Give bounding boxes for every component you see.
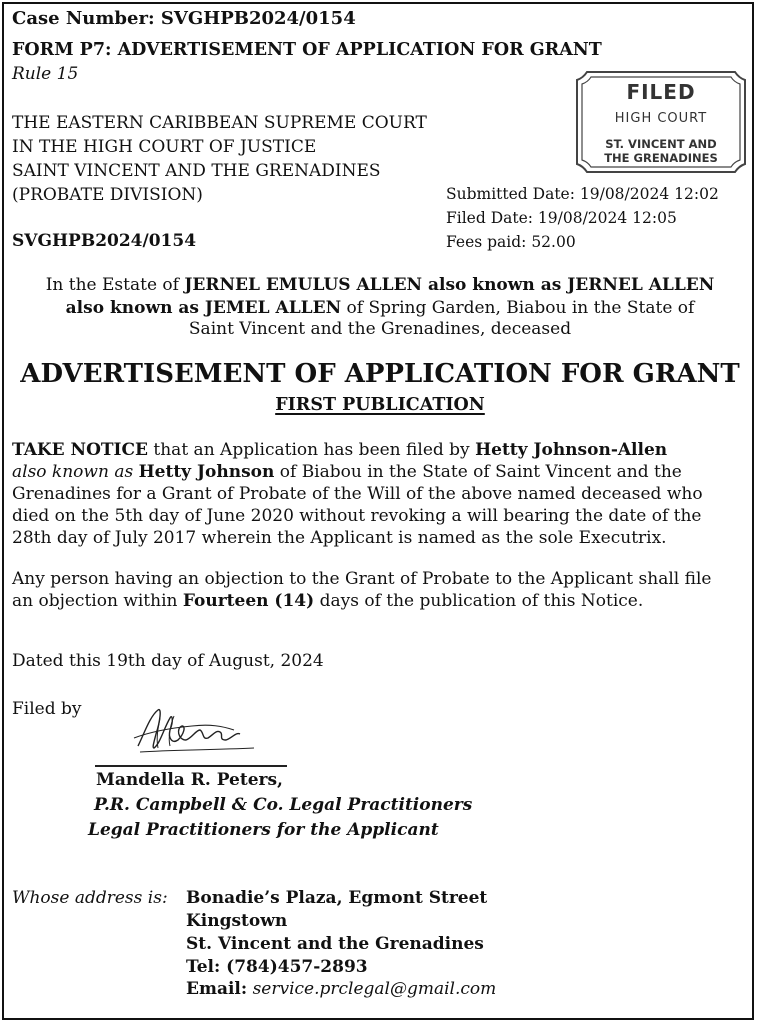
estate-location: of Spring Garden, Biabou in the State of: [341, 298, 695, 318]
estate-line-2: [12, 298, 748, 319]
objection-text-a: an objection within: [12, 591, 183, 611]
address-line-3: St. Vincent and the Grenadines: [186, 934, 484, 954]
notice-line-1: [12, 440, 748, 461]
applicant-alias: Hetty Johnson: [138, 462, 275, 482]
submitted-date: Submitted Date: 19/08/2024 12:02: [446, 185, 719, 203]
rule-reference: Rule 15: [12, 64, 79, 84]
estate-line-3: Saint Vincent and the Grenadines, deceased: [188, 319, 572, 339]
dated-line: Dated this 19th day of August, 2024: [12, 651, 324, 671]
notice-text-2: of Biabou in the State of Saint Vincent and the: [274, 462, 682, 482]
stamp-filed-label: FILED: [626, 80, 696, 104]
notice-text-1: that an Application has been filed by: [148, 440, 476, 460]
notice-line-5: 28th day of July 2017 wherein the Applicant is named as the sole Executrix.: [12, 528, 667, 548]
notice-line-2: [12, 462, 748, 483]
address-line-1: Bonadie’s Plaza, Egmont Street: [186, 888, 488, 908]
court-line-2: IN THE HIGH COURT OF JUSTICE: [12, 137, 317, 157]
case-number: Case Number: SVGHPB2024/0154: [12, 8, 356, 29]
filed-by-label: Filed by: [12, 699, 82, 719]
stamp-place-line-2: THE GRENADINES: [604, 151, 718, 165]
notice-line-4: died on the 5th day of June 2020 without revoking a will bearing the date of the: [12, 506, 702, 526]
telephone: Tel: (784)457-2893: [186, 957, 368, 977]
take-notice: TAKE NOTICE: [12, 440, 148, 460]
court-line-1: THE EASTERN CARIBBEAN SUPREME COURT: [12, 113, 427, 133]
court-line-4: (PROBATE DIVISION): [12, 185, 203, 205]
email-label: Email:: [186, 979, 248, 999]
court-line-3: SAINT VINCENT AND THE GRENADINES: [12, 161, 381, 181]
estate-line-1: [12, 275, 748, 296]
publication-subtitle: FIRST PUBLICATION: [275, 395, 485, 415]
signatory-firm: P.R. Campbell & Co. Legal Practitioners: [94, 795, 473, 815]
deceased-alias: also known as JEMEL ALLEN: [65, 298, 342, 318]
case-reference: SVGHPB2024/0154: [12, 231, 197, 251]
objection-line-2: [12, 591, 748, 612]
email-line: [186, 979, 496, 1000]
signatory-role: Legal Practitioners for the Applicant: [88, 820, 439, 840]
notice-line-3: Grenadines for a Grant of Probate of the Will of the above named deceased who: [12, 484, 703, 504]
email-address[interactable]: service.prclegal@gmail.com: [252, 979, 497, 999]
applicant-name: Hetty Johnson-Allen: [475, 440, 668, 460]
stamp-place-line-1: ST. VINCENT AND: [605, 137, 717, 151]
advertisement-title: ADVERTISEMENT OF APPLICATION FOR GRANT: [20, 359, 740, 389]
form-title: FORM P7: ADVERTISEMENT OF APPLICATION FOR GRANT: [12, 40, 602, 60]
filed-date: Filed Date: 19/08/2024 12:05: [446, 209, 677, 227]
address-line-2: Kingstown: [186, 911, 288, 931]
fees-paid: Fees paid: 52.00: [446, 233, 576, 251]
objection-period: Fourteen (14): [182, 591, 315, 611]
handwritten-signature: [130, 704, 260, 762]
aka-label: also known as: [12, 462, 134, 482]
stamp-court-label: HIGH COURT: [614, 111, 708, 126]
objection-text-b: days of the publication of this Notice.: [314, 591, 644, 611]
signature-line: [95, 765, 287, 767]
deceased-name: JERNEL EMULUS ALLEN also known as JERNEL ALLEN: [184, 275, 715, 295]
signatory-name: Mandella R. Peters,: [96, 770, 283, 790]
address-label: Whose address is:: [12, 888, 168, 908]
objection-line-1: Any person having an objection to the Grant of Probate to the Applicant shall file: [12, 569, 712, 589]
estate-prefix: In the Estate of: [45, 275, 185, 295]
